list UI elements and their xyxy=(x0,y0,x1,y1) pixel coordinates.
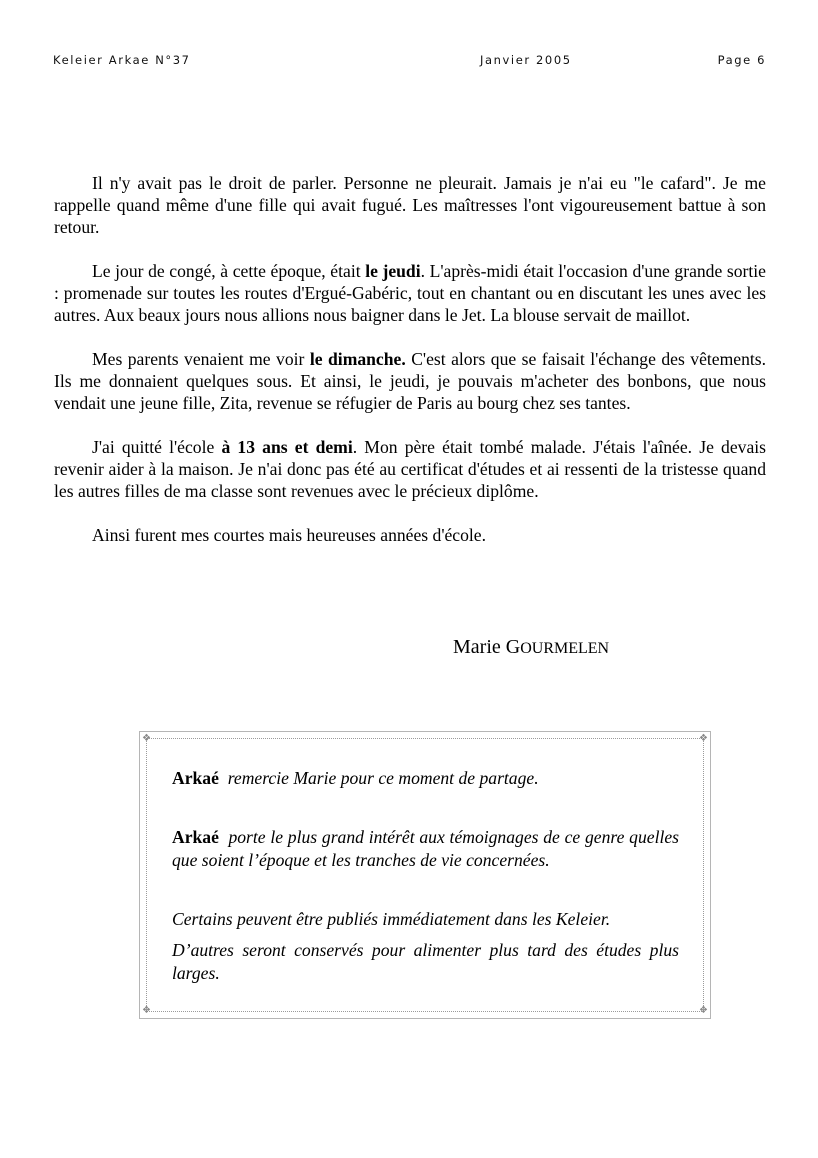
box-line-interest: Arkaé porte le plus grand intérêt aux témoignages de ce genre quelles que soient l’époque et les tranches de vie concernées. xyxy=(172,827,680,870)
emphasis-age: à 13 ans et demi xyxy=(221,437,353,457)
box-line-thanks: Arkaé remercie Marie pour ce moment de partage. xyxy=(172,768,539,788)
box-line-published: Certains peuvent être publiés immédiatement dans les Keleier. xyxy=(172,909,611,929)
ornament-icon: ❖ xyxy=(142,1005,151,1016)
article-body xyxy=(54,172,766,568)
ornament-icon: ❖ xyxy=(142,733,151,744)
ornament-icon: ❖ xyxy=(699,733,708,744)
ornament-icon: ❖ xyxy=(699,1005,708,1016)
paragraph-5: Ainsi furent mes courtes mais heureuses années d'école. xyxy=(92,525,487,545)
box-line-conserved: D’autres seront conservés pour alimenter plus tard des études plus larges. xyxy=(172,940,679,983)
paragraph-1: Il n'y avait pas le droit de parler. Personne ne pleurait. Jamais je n'ai eu "le cafard". Je me rappelle quand même d'une fille qui avait fugué. Les maîtresses l'ont vigoureusement battue à son retour. xyxy=(54,173,766,237)
author-signature: Marie GOURMELEN xyxy=(453,636,610,658)
header-publication: Keleier Arkae N°37 xyxy=(53,53,191,67)
paragraph-3: Mes parents venaient me voir le dimanche. C'est alors que se faisait l'échange des vêtements. Ils me donnaient quelques sous. Et ainsi, le jeudi, je pouvais m'acheter des bonbons, que nous vendait une jeune fille, Zita, revenue se réfugier de Paris au bourg chez ses tantes. xyxy=(54,349,766,413)
page-header xyxy=(53,53,766,69)
emphasis-jeudi: le jeudi xyxy=(365,261,421,281)
emphasis-dimanche: le dimanche. xyxy=(309,349,406,369)
paragraph-2: Le jour de congé, à cette époque, était le jeudi. L'après-midi était l'occasion d'une grande sortie : promenade sur toutes les routes d'Ergué-Gabéric, tout en chantant ou en discutant les unes avec les autres. Aux beaux jours nous allions nous baigner dans le Jet. La blouse servait de maillot. xyxy=(54,261,766,325)
header-date: Janvier 2005 xyxy=(480,53,572,67)
paragraph-4: J'ai quitté l'école à 13 ans et demi. Mon père était tombé malade. J'étais l'aînée. Je devais revenir aider à la maison. Je n'ai donc pas été au certificat d'études et ai ressenti de la tristesse quand les autres filles de ma classe sont revenues avec le précieux diplôme. xyxy=(54,437,766,501)
header-page-number: Page 6 xyxy=(717,53,766,67)
